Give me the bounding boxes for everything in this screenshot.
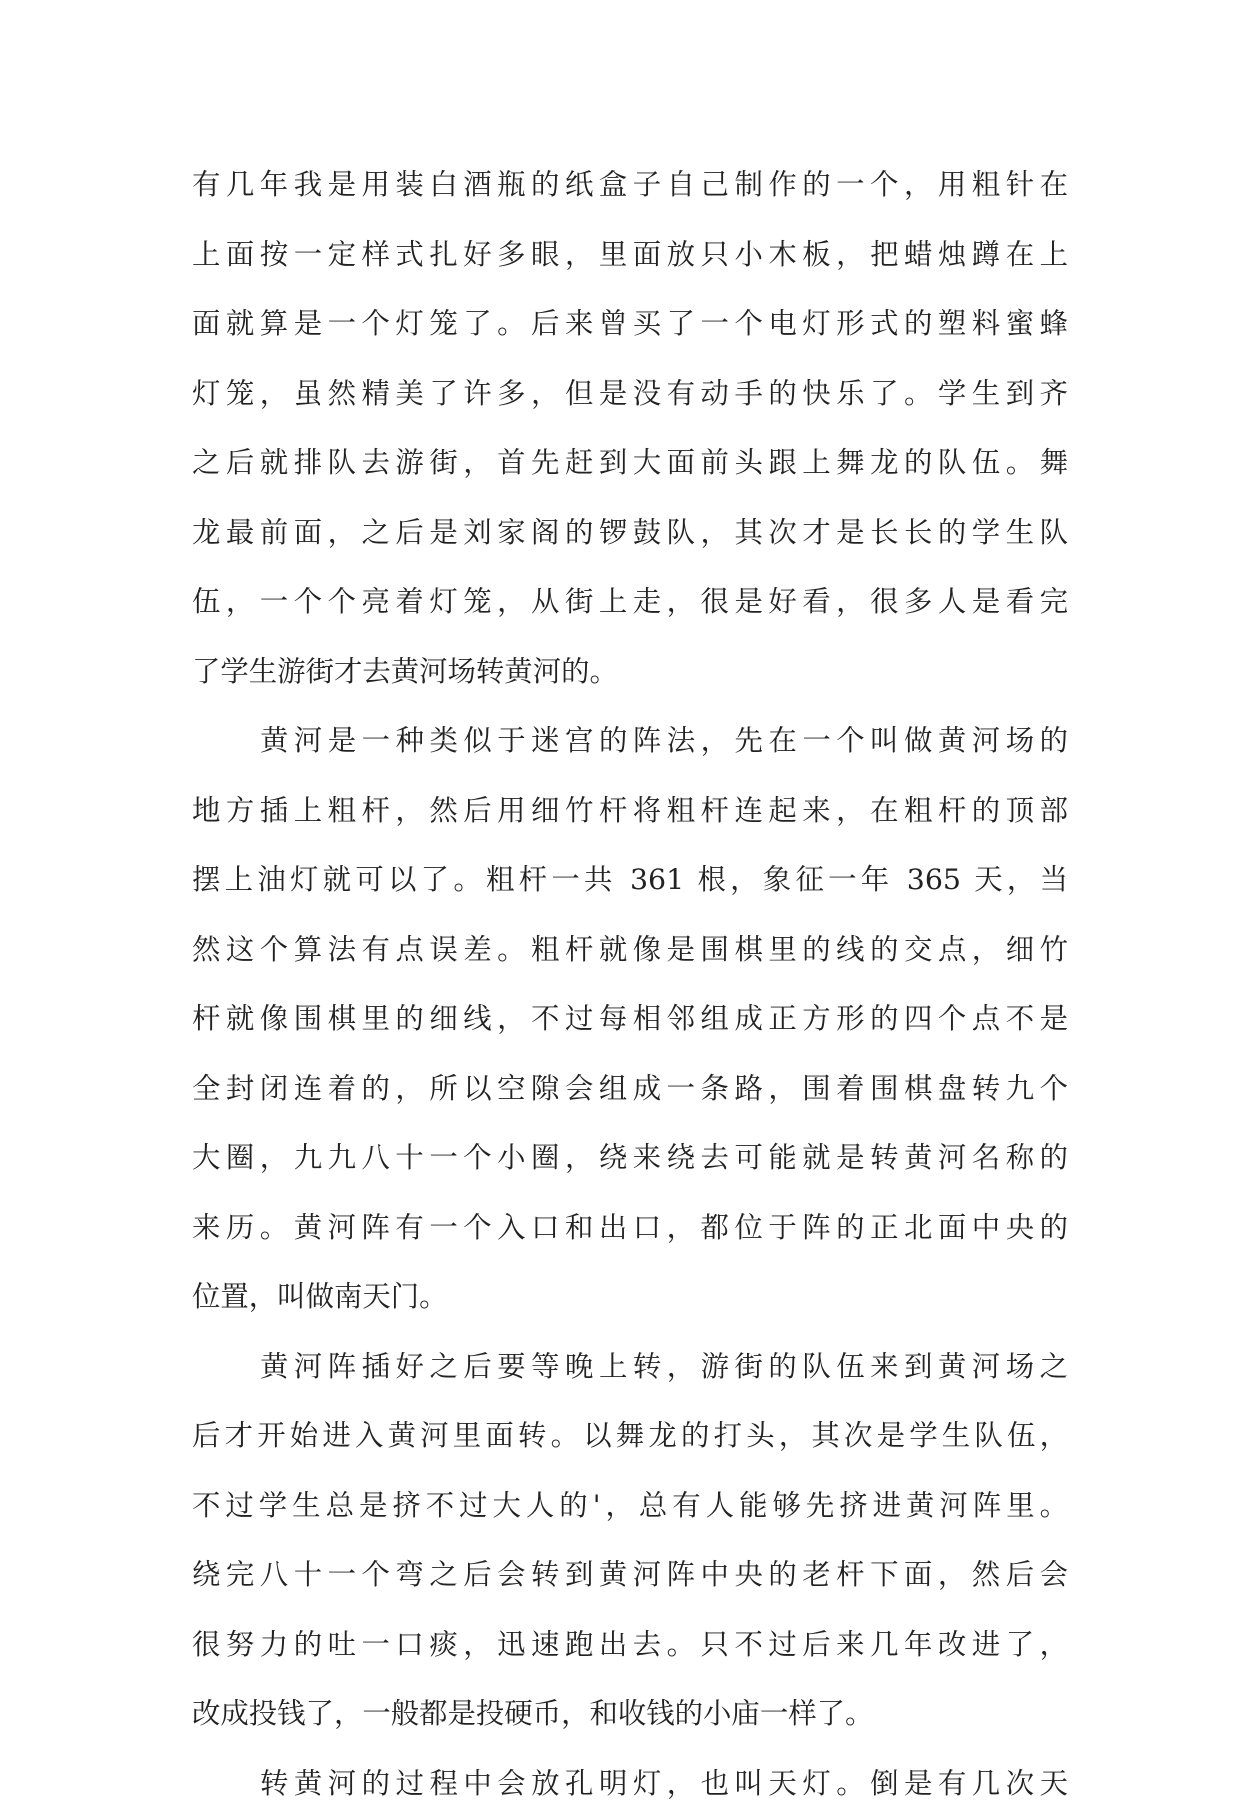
paragraph	[192, 1749, 1068, 1818]
text-line: 地方插上粗杆，然后用细竹杆将粗杆连起来，在粗杆的顶部	[192, 776, 1068, 846]
text-line: 全封闭连着的，所以空隙会组成一条路，围着围棋盘转九个	[192, 1054, 1068, 1124]
document-body	[192, 150, 1068, 1818]
text-line: 位置，叫做南天门。	[192, 1262, 1068, 1332]
text-line: 大圈，九九八十一个小圈，绕来绕去可能就是转黄河名称的	[192, 1123, 1068, 1193]
text-line: 有几年我是用装白酒瓶的纸盒子自己制作的一个，用粗针在	[192, 150, 1068, 220]
text-line: 之后就排队去游街，首先赶到大面前头跟上舞龙的队伍。舞	[192, 428, 1068, 498]
text-line: 转黄河的过程中会放孔明灯，也叫天灯。倒是有几次天	[192, 1749, 1068, 1818]
text-line: 龙最前面，之后是刘家阁的锣鼓队，其次才是长长的学生队	[192, 498, 1068, 568]
text-line: 摆上油灯就可以了。粗杆一共 361 根，象征一年 365 天，当	[192, 845, 1068, 915]
paragraph	[192, 150, 1068, 706]
text-line: 改成投钱了，一般都是投硬币，和收钱的小庙一样了。	[192, 1679, 1068, 1749]
text-line: 了学生游街才去黄河场转黄河的。	[192, 637, 1068, 707]
text-line: 来历。黄河阵有一个入口和出口，都位于阵的正北面中央的	[192, 1193, 1068, 1263]
text-line: 面就算是一个灯笼了。后来曾买了一个电灯形式的塑料蜜蜂	[192, 289, 1068, 359]
text-line: 上面按一定样式扎好多眼，里面放只小木板，把蜡烛蹲在上	[192, 220, 1068, 290]
text-line: 绕完八十一个弯之后会转到黄河阵中央的老杆下面，然后会	[192, 1540, 1068, 1610]
text-line: 然这个算法有点误差。粗杆就像是围棋里的线的交点，细竹	[192, 915, 1068, 985]
text-line: 灯笼，虽然精美了许多，但是没有动手的快乐了。学生到齐	[192, 359, 1068, 429]
text-line: 不过学生总是挤不过大人的'，总有人能够先挤进黄河阵里。	[192, 1471, 1068, 1541]
text-line: 黄河是一种类似于迷宫的阵法，先在一个叫做黄河场的	[192, 706, 1068, 776]
text-line: 伍，一个个亮着灯笼，从街上走，很是好看，很多人是看完	[192, 567, 1068, 637]
text-line: 很努力的吐一口痰，迅速跑出去。只不过后来几年改进了，	[192, 1610, 1068, 1680]
paragraph	[192, 1332, 1068, 1749]
text-line: 杆就像围棋里的细线，不过每相邻组成正方形的四个点不是	[192, 984, 1068, 1054]
paragraph	[192, 706, 1068, 1332]
text-line: 黄河阵插好之后要等晚上转，游街的队伍来到黄河场之	[192, 1332, 1068, 1402]
text-line: 后才开始进入黄河里面转。以舞龙的打头，其次是学生队伍，	[192, 1401, 1068, 1471]
